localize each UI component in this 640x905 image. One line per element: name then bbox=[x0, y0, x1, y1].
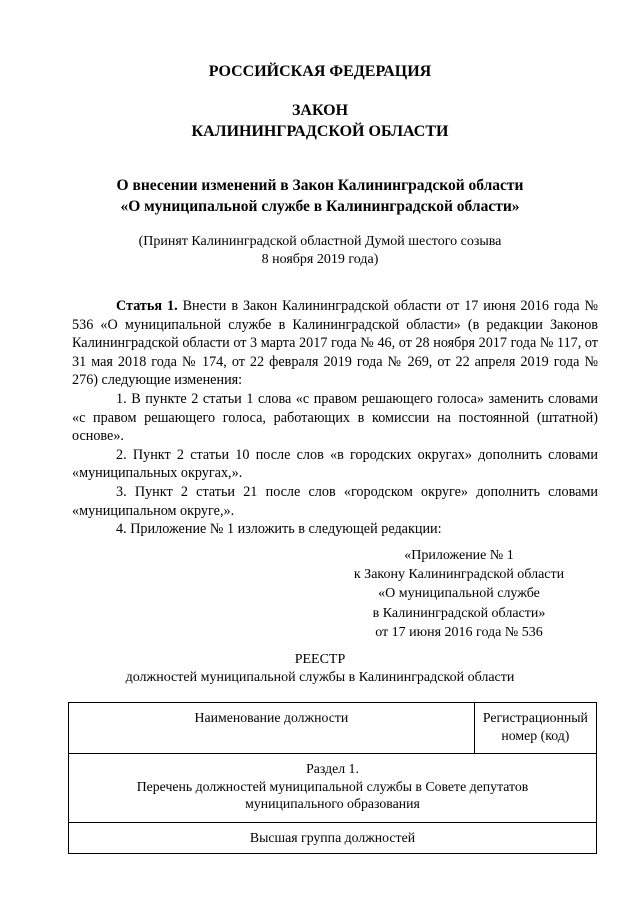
law-title-line2: «О муниципальной службе в Калининградской области» bbox=[120, 198, 520, 215]
section-title-line2: муниципального образования bbox=[245, 796, 420, 811]
registry-table bbox=[68, 702, 597, 854]
section-heading-cell bbox=[69, 754, 597, 823]
article-item-1: 1. В пункте 2 статьи 1 слова «с правом решающего голоса» заменить словами «с правом решающего голоса, работающих в комиссии на постоянной (штатной) основе». bbox=[72, 390, 598, 445]
section-number: Раздел 1. bbox=[306, 761, 359, 776]
table-row bbox=[69, 823, 597, 854]
appendix-line-1: «Приложение № 1 bbox=[404, 548, 514, 563]
appendix-line-4: в Калининградской области» bbox=[372, 605, 546, 621]
section-title-line1: Перечень должностей муниципальной службы в Совете депутатов bbox=[136, 778, 529, 794]
article-intro-text: Внести в Закон Калининградской области от 17 июня 2016 года № 536 «О муниципальной службе в Калининградской области» (в редакции Законов Калининградской области от 3 марта 2017 года № 46, от 28 ноября 2017 года № 117, от 31 мая 2018 года № 174, от 22 февраля 2019 года № 269, от 22 апреля 2019 года № 276) следующие изменения: bbox=[72, 298, 598, 389]
registry-subtitle: должностей муниципальной службы в Калининградской области bbox=[125, 670, 515, 685]
article-item-4: 4. Приложение № 1 изложить в следующей редакции: bbox=[116, 521, 442, 538]
article-item-3: 3. Пункт 2 статьи 21 после слов «городском округе» дополнить словами «муниципальном округе,». bbox=[72, 483, 598, 519]
column-header-code-line1: Регистрационный bbox=[482, 710, 588, 725]
article-body bbox=[72, 297, 598, 539]
adoption-line1: (Принят Калининградской областной Думой шестого созыва bbox=[138, 234, 502, 249]
group-heading-cell: Высшая группа должностей bbox=[69, 823, 597, 854]
law-title-line1: О внесении изменений в Закон Калининградской области bbox=[116, 177, 524, 194]
column-header-name: Наименование должности bbox=[69, 703, 475, 754]
adoption-line2: 8 ноября 2019 года) bbox=[261, 252, 379, 267]
table-row bbox=[69, 754, 597, 823]
table-header-row bbox=[69, 703, 597, 754]
article-label: Статья 1. bbox=[116, 298, 178, 314]
region-heading: КАЛИНИНГРАДСКОЙ ОБЛАСТИ bbox=[191, 123, 449, 140]
law-heading: ЗАКОН bbox=[291, 102, 349, 119]
column-header-code bbox=[474, 703, 596, 754]
article-item-2: 2. Пункт 2 статьи 10 после слов «в городских округах» дополнить словами «муниципальных округах,». bbox=[72, 446, 598, 482]
appendix-reference bbox=[330, 546, 588, 642]
appendix-line-2: к Закону Калининградской области bbox=[353, 567, 565, 583]
appendix-line-3: «О муниципальной службе bbox=[378, 586, 540, 602]
column-header-code-line2: номер (код) bbox=[501, 727, 570, 743]
federation-heading: РОССИЙСКАЯ ФЕДЕРАЦИЯ bbox=[208, 63, 432, 80]
article-intro bbox=[72, 297, 598, 390]
appendix-line-5: от 17 июня 2016 года № 536 bbox=[375, 624, 543, 640]
registry-title: РЕЕСТР bbox=[294, 652, 346, 667]
